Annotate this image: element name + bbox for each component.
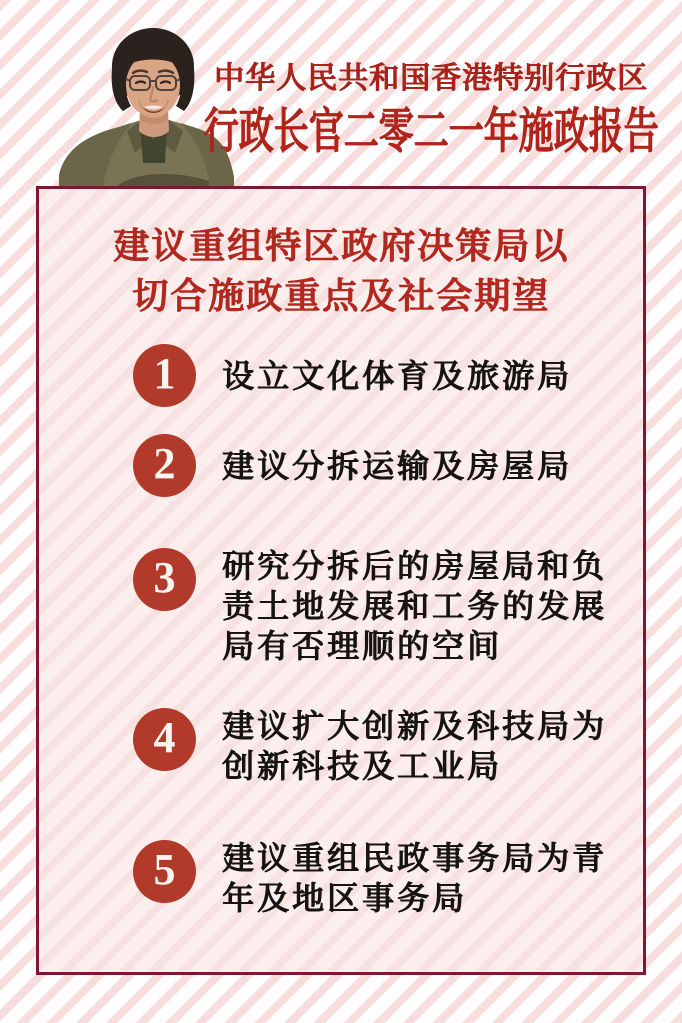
header-title: 行政长官二零二一年施政报告: [203, 104, 659, 159]
item-number-badge: 5: [133, 840, 196, 903]
item-number-badge: 4: [133, 708, 196, 771]
header: [198, 62, 664, 159]
list-item: [133, 838, 615, 918]
list-item: [133, 706, 615, 786]
panel-title: [39, 221, 643, 321]
item-text: 建议重组民政事务局为青 年及地区事务局: [222, 840, 608, 916]
policy-panel: [36, 186, 646, 975]
item-number-badge: 2: [133, 434, 196, 497]
list-item: [133, 434, 615, 497]
item-text: 设立文化体育及旅游局: [222, 357, 573, 394]
panel-title-line1: 建议重组特区政府决策局以: [112, 226, 569, 266]
list-item: [133, 344, 615, 407]
header-subtitle: 中华人民共和国香港特别行政区: [214, 62, 648, 95]
item-text: 研究分拆后的房屋局和负 责土地发展和工务的发展 局有否理顺的空间: [222, 548, 608, 664]
item-text: 建议扩大创新及科技局为 创新科技及工业局: [222, 708, 608, 784]
list-item: [133, 546, 615, 666]
panel-title-line2: 切合施政重点及社会期望: [131, 276, 550, 316]
item-number-badge: 3: [133, 548, 196, 611]
item-number-badge: 1: [133, 344, 196, 407]
item-text: 建议分拆运输及房屋局: [222, 447, 573, 484]
